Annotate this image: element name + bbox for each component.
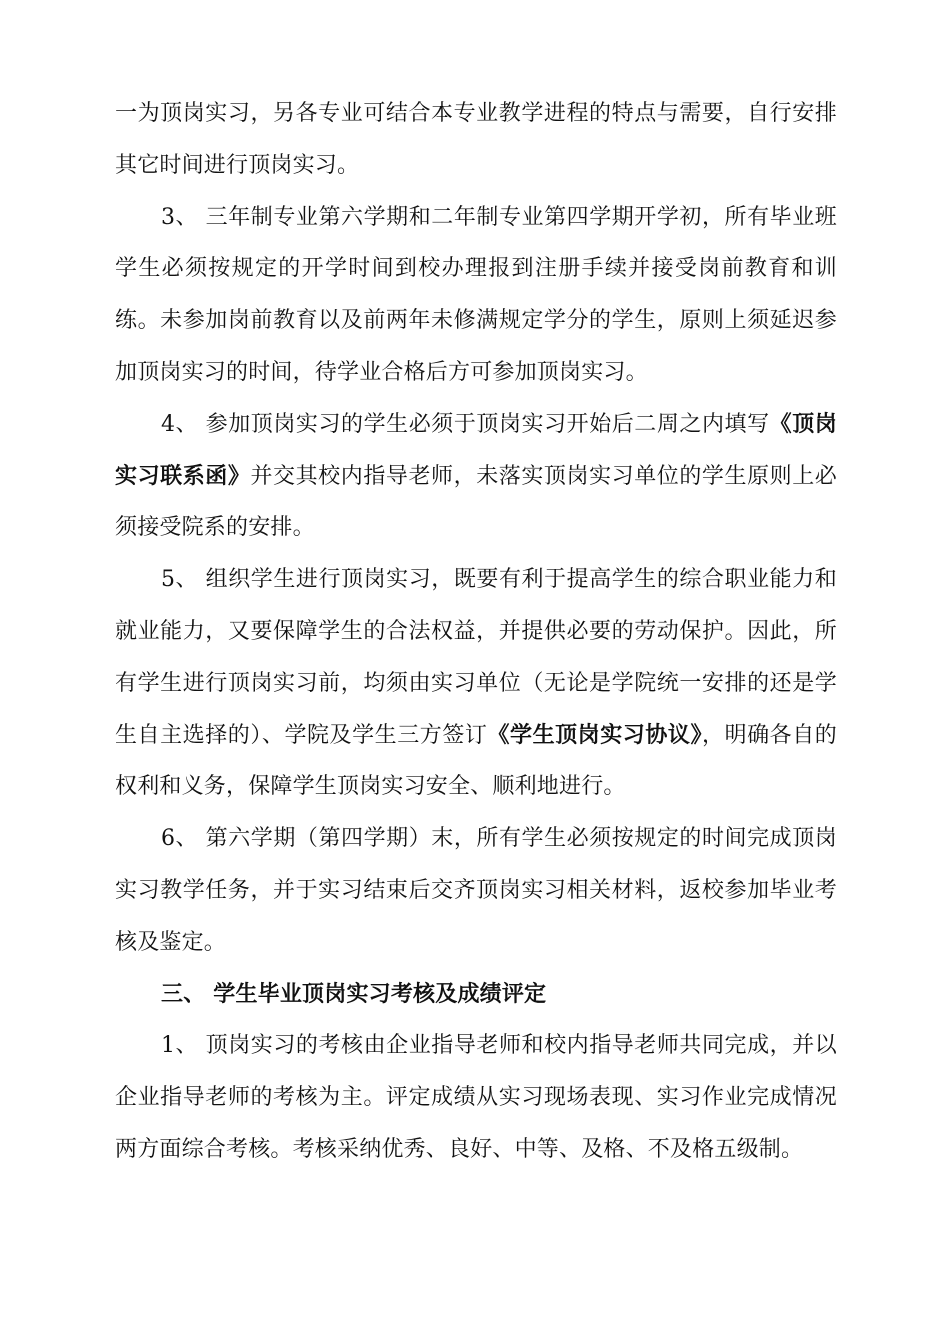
paragraph-item-5: [115, 554, 837, 813]
paragraph-item-4: [115, 399, 837, 554]
paragraph-item-6: [115, 813, 837, 968]
paragraph-intro: [115, 88, 837, 192]
section-paragraph-1: [115, 1020, 837, 1175]
paragraph-text: 并交其校内指导老师，未落实顶岗实习单位的学生原则上必须接受院系的安排。: [115, 463, 838, 541]
paragraph-item-3: [115, 192, 837, 399]
paragraph-text: 5、 组织学生进行顶岗实习，既要有利于提高学生的综合职业能力和就业能力，又要保障学生的合法权益，并提供必要的劳动保护。因此，所有学生进行顶岗实习前，均须由实习单位（无论是学院统一安排的还是学生自主选择的）、学院及学生三方签订: [115, 567, 837, 748]
paragraph-text: 6、 第六学期（第四学期）末，所有学生必须按规定的时间完成顶岗实习教学任务，并于实习结束后交齐顶岗实习相关材料，返校参加毕业考核及鉴定。: [115, 826, 837, 955]
bold-document-title: 《顶岗实习联系函》: [115, 411, 837, 489]
section-heading: 三、 学生毕业顶岗实习考核及成绩评定: [161, 981, 547, 1007]
bold-document-title: 《学生顶岗实习协议》: [487, 722, 703, 748]
paragraph-text: 4、 参加顶岗实习的学生必须于顶岗实习开始后二周之内填写: [161, 411, 770, 437]
paragraph-text: ，明确各自的权利和义务，保障学生顶岗实习安全、顺利地进行。: [115, 722, 837, 800]
paragraph-text: 1、 顶岗实习的考核由企业指导老师和校内指导老师共同完成，并以企业指导老师的考核为主。评定成绩从实习现场表现、实习作业完成情况两方面综合考核。考核采纳优秀、良好、中等、及格、不及格五级制。: [115, 1033, 837, 1162]
document-body: [115, 88, 837, 1176]
paragraph-text: 3、 三年制专业第六学期和二年制专业第四学期开学初，所有毕业班学生必须按规定的开学时间到校办理报到注册手续并接受岗前教育和训练。未参加岗前教育以及前两年未修满规定学分的学生，原则上须延迟参加顶岗实习的时间，待学业合格后方可参加顶岗实习。: [115, 204, 837, 385]
paragraph-text: 一为顶岗实习，另各专业可结合本专业教学进程的特点与需要，自行安排其它时间进行顶岗实习。: [115, 101, 837, 178]
